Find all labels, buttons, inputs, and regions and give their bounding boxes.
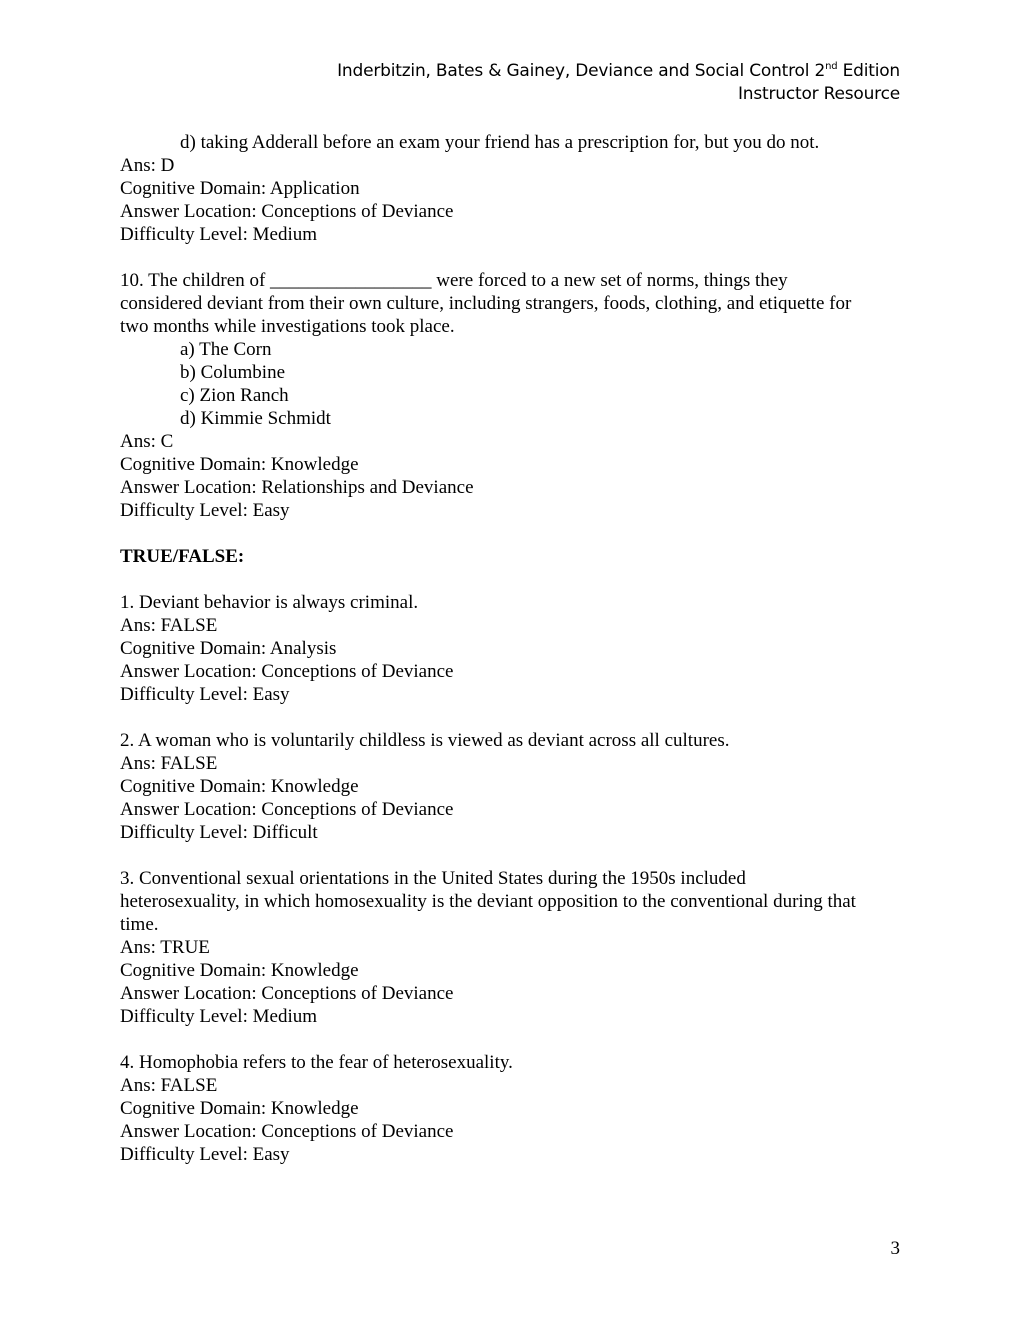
answer-location: Answer Location: Relationships and Deviance [120, 477, 474, 498]
cognitive-domain: Cognitive Domain: Knowledge [120, 1098, 359, 1119]
header-superscript: nd [825, 61, 838, 72]
answer-option: a) The Corn [180, 339, 272, 360]
question-9-continued [120, 131, 900, 246]
tf-question-4 [120, 1051, 900, 1166]
answer-location: Answer Location: Conceptions of Deviance [120, 661, 454, 682]
header-subtitle: Instructor Resource [737, 84, 900, 104]
question-text: considered deviant from their own culture, including strangers, foods, clothing, and etiquette for [120, 293, 852, 314]
question-text: heterosexuality, in which homosexuality is the deviant opposition to the conventional during that [120, 891, 856, 912]
question-text: 4. Homophobia refers to the fear of heterosexuality. [120, 1052, 513, 1073]
answer-key: Ans: FALSE [120, 615, 218, 636]
answer-location: Answer Location: Conceptions of Deviance [120, 799, 454, 820]
question-text: two months while investigations took place. [120, 316, 455, 337]
answer-key: Ans: FALSE [120, 753, 218, 774]
answer-option: d) Kimmie Schmidt [180, 408, 331, 429]
page-number: 3 [890, 1238, 900, 1259]
question-text: 10. The children of _________________ were forced to a new set of norms, things they [120, 270, 788, 291]
tf-question-3 [120, 867, 900, 1028]
difficulty-level: Difficulty Level: Easy [120, 500, 290, 521]
page-header [337, 60, 900, 106]
difficulty-level: Difficulty Level: Easy [120, 684, 290, 705]
cognitive-domain: Cognitive Domain: Knowledge [120, 960, 359, 981]
question-text: time. [120, 914, 159, 935]
answer-key: Ans: D [120, 155, 175, 176]
difficulty-level: Difficulty Level: Medium [120, 1006, 317, 1027]
difficulty-level: Difficulty Level: Difficult [120, 822, 318, 843]
question-text: 3. Conventional sexual orientations in the United States during the 1950s included [120, 868, 746, 889]
answer-key: Ans: FALSE [120, 1075, 218, 1096]
difficulty-level: Difficulty Level: Medium [120, 224, 317, 245]
section-heading: TRUE/FALSE: [120, 546, 245, 567]
answer-location: Answer Location: Conceptions of Deviance [120, 1121, 454, 1142]
answer-option: b) Columbine [180, 362, 286, 383]
cognitive-domain: Cognitive Domain: Knowledge [120, 776, 359, 797]
tf-question-1 [120, 591, 900, 706]
question-10 [120, 269, 900, 522]
question-text: 1. Deviant behavior is always criminal. [120, 592, 419, 613]
tf-question-2 [120, 729, 900, 844]
difficulty-level: Difficulty Level: Easy [120, 1144, 290, 1165]
header-title-suffix: Edition [837, 61, 900, 81]
answer-location: Answer Location: Conceptions of Deviance [120, 983, 454, 1004]
answer-location: Answer Location: Conceptions of Deviance [120, 201, 454, 222]
header-title-text: Inderbitzin, Bates & Gainey, Deviance and Social Control 2 [337, 61, 826, 81]
cognitive-domain: Cognitive Domain: Application [120, 178, 360, 199]
question-text: 2. A woman who is voluntarily childless is viewed as deviant across all cultures. [120, 730, 730, 751]
cognitive-domain: Cognitive Domain: Knowledge [120, 454, 359, 475]
answer-option: c) Zion Ranch [180, 385, 289, 406]
answer-key: Ans: C [120, 431, 174, 452]
page-body [120, 131, 900, 1166]
cognitive-domain: Cognitive Domain: Analysis [120, 638, 337, 659]
answer-key: Ans: TRUE [120, 937, 210, 958]
header-title [337, 60, 900, 83]
answer-option: d) taking Adderall before an exam your friend has a prescription for, but you do not. [180, 132, 820, 153]
